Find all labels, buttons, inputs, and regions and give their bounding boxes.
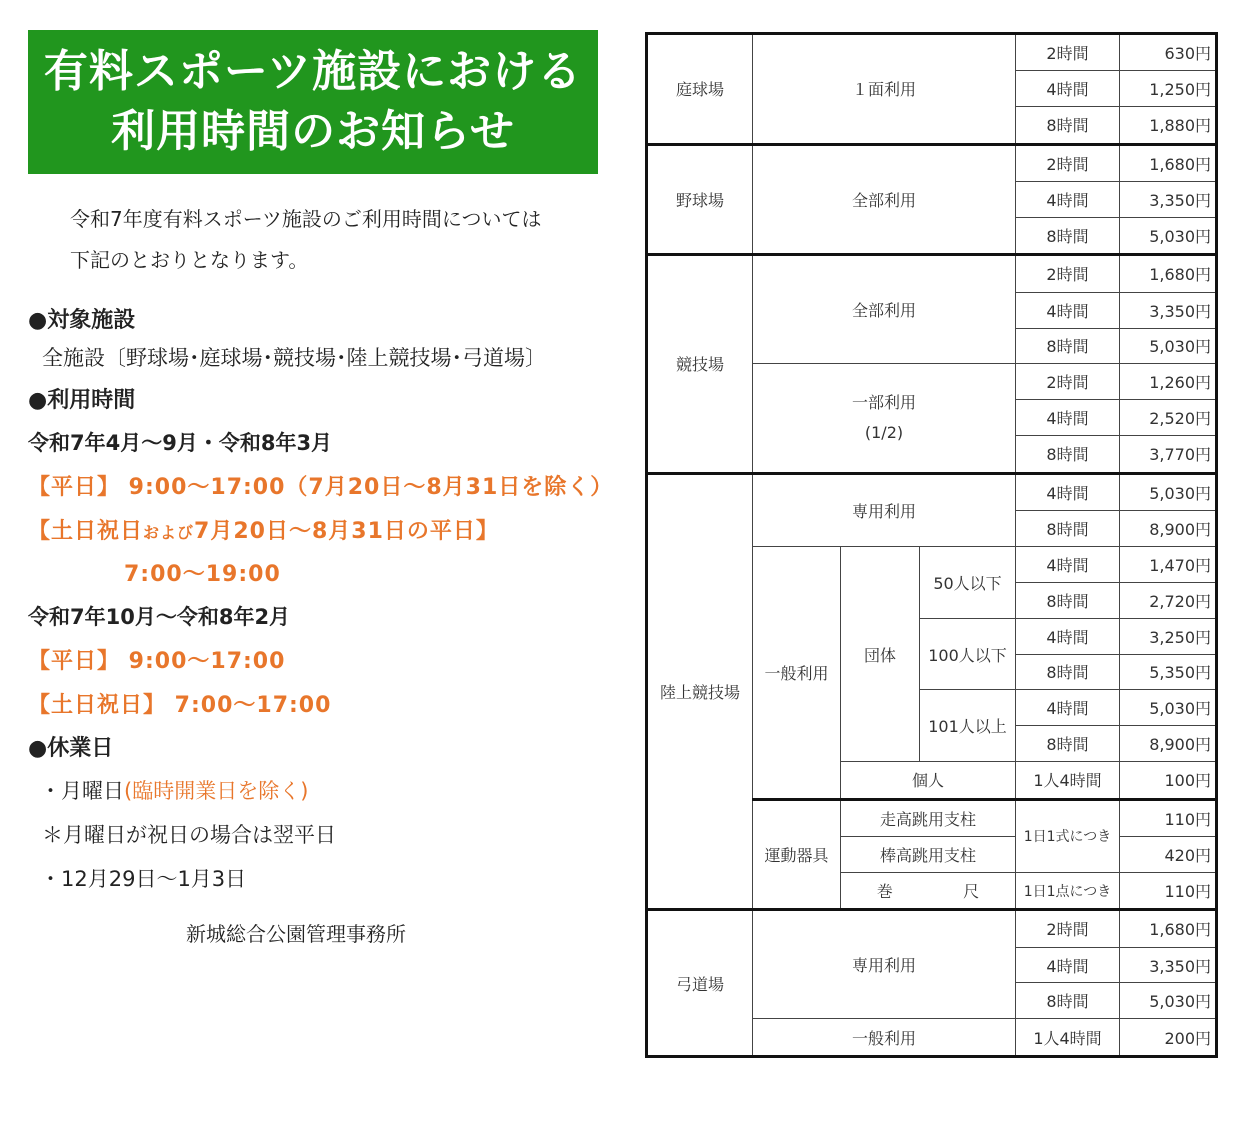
table-row [647, 255, 1217, 292]
price-cell: 5,030円 [1120, 983, 1217, 1019]
price-cell: 3,770円 [1120, 436, 1217, 473]
period-1-holiday-small: および [143, 523, 195, 542]
price-cell: 1,680円 [1120, 255, 1217, 292]
duration-cell: 2時間 [1016, 34, 1120, 71]
price-cell: 5,030円 [1120, 328, 1217, 364]
duration-cell: 8時間 [1016, 328, 1120, 364]
closed-holiday-note: ＊月曜日が祝日の場合は翌平日 [42, 823, 336, 847]
price-cell: 1,470円 [1120, 546, 1217, 582]
duration-cell: 4時間 [1016, 618, 1120, 654]
closed-monday [40, 775, 308, 805]
equipment-tape-a: 巻 [876, 882, 893, 902]
price-cell: 630円 [1120, 34, 1217, 71]
duration-cell: 2時間 [1016, 144, 1120, 181]
price-cell: 110円 [1120, 799, 1217, 836]
duration-cell: 4時間 [1016, 400, 1120, 436]
duration-cell: 4時間 [1016, 690, 1120, 726]
duration-cell: 2時間 [1016, 255, 1120, 292]
price-cell: 8,900円 [1120, 726, 1217, 762]
closed-heading: ●休業日 [28, 736, 114, 761]
price-cell: 3,350円 [1120, 947, 1217, 983]
duration-cell: 1人4時間 [1016, 762, 1120, 799]
group-cell: 団体 [841, 546, 920, 761]
duration-cell: 8時間 [1016, 983, 1120, 1019]
price-cell: 1,880円 [1120, 107, 1217, 144]
period-2-weekday: 【平日】 9:00～17:00 [28, 649, 286, 674]
period-2: 令和7年10月～令和8年2月 [28, 605, 291, 629]
price-cell: 5,030円 [1120, 690, 1217, 726]
period-1-holiday [28, 514, 499, 545]
price-cell: 110円 [1120, 872, 1217, 909]
fee-table [645, 32, 1218, 1058]
facilities-heading: ●対象施設 [28, 308, 136, 333]
title-line-2: 利用時間のお知らせ [111, 106, 515, 157]
facility-tennis: 庭球場 [647, 34, 753, 145]
facility-stadium: 競技場 [647, 255, 753, 473]
table-row [647, 144, 1217, 181]
duration-cell: 2時間 [1016, 910, 1120, 947]
price-cell: 200円 [1120, 1019, 1217, 1057]
table-row [647, 473, 1217, 510]
duration-cell: 8時間 [1016, 726, 1120, 762]
duration-cell: 8時間 [1016, 107, 1120, 144]
usage-cell: 専用利用 [753, 473, 1016, 546]
usage-partial-line-1: 一部利用 [851, 393, 916, 413]
duration-cell: 8時間 [1016, 510, 1120, 546]
duration-cell: 4時間 [1016, 947, 1120, 983]
table-row [647, 910, 1217, 947]
facilities-list: 全施設〔野球場･庭球場･競技場･陸上競技場･弓道場〕 [42, 346, 546, 370]
equipment-per-set: 1日1式につき [1016, 799, 1120, 872]
group-50: 50人以下 [920, 546, 1016, 618]
individual-cell: 個人 [841, 762, 1016, 799]
title-line-1: 有料スポーツ施設における [43, 46, 583, 97]
usage-partial-line-2: (1/2) [864, 423, 904, 443]
duration-cell: 4時間 [1016, 473, 1120, 510]
price-cell: 5,350円 [1120, 654, 1217, 690]
group-100: 100人以下 [920, 618, 1016, 690]
usage-general: 一般利用 [753, 546, 841, 799]
equipment-cell: 運動器具 [753, 799, 841, 910]
price-cell: 1,250円 [1120, 71, 1217, 107]
duration-cell: 8時間 [1016, 436, 1120, 473]
period-1-holiday-time: 7:00～19:00 [124, 562, 281, 587]
price-cell: 3,350円 [1120, 292, 1217, 328]
price-cell: 5,030円 [1120, 473, 1217, 510]
price-cell: 1,680円 [1120, 910, 1217, 947]
price-cell: 1,260円 [1120, 364, 1217, 400]
equipment-tape [841, 872, 1016, 909]
duration-cell: 8時間 [1016, 582, 1120, 618]
period-2-holiday: 【土日祝日】 7:00～17:00 [28, 693, 332, 718]
equipment-tape-b: 尺 [963, 882, 980, 902]
closed-monday-note: (臨時開業日を除く) [124, 779, 309, 803]
period-1-holiday-b: 7月20日～8月31日の平日】 [194, 519, 499, 544]
duration-cell: 4時間 [1016, 546, 1120, 582]
intro-line-2: 下記のとおりとなります。 [70, 248, 309, 272]
usage-cell: 全部利用 [753, 255, 1016, 364]
price-cell: 1,680円 [1120, 144, 1217, 181]
title-banner [28, 30, 598, 174]
duration-cell: 1人4時間 [1016, 1019, 1120, 1057]
duration-cell: 4時間 [1016, 292, 1120, 328]
price-cell: 8,900円 [1120, 510, 1217, 546]
office-name: 新城総合公園管理事務所 [186, 922, 406, 946]
price-cell: 2,520円 [1120, 400, 1217, 436]
facility-track: 陸上競技場 [647, 473, 753, 910]
usage-cell: 一般利用 [753, 1019, 1016, 1057]
price-cell: 100円 [1120, 762, 1217, 799]
hours-heading: ●利用時間 [28, 388, 136, 413]
facility-archery: 弓道場 [647, 910, 753, 1057]
closed-monday-label: ・月曜日 [40, 779, 124, 803]
duration-cell: 8時間 [1016, 654, 1120, 690]
closed-new-year: ・12月29日～1月3日 [40, 867, 247, 891]
usage-cell: 全部利用 [753, 144, 1016, 255]
price-cell: 3,350円 [1120, 182, 1217, 218]
usage-cell: １面利用 [753, 34, 1016, 145]
price-cell: 5,030円 [1120, 217, 1217, 254]
group-101: 101人以上 [920, 690, 1016, 762]
equipment-pole-vault: 棒高跳用支柱 [841, 836, 1016, 872]
period-1-weekday: 【平日】 9:00～17:00（7月20日～8月31日を除く） [28, 475, 614, 500]
table-row [647, 34, 1217, 71]
facility-baseball: 野球場 [647, 144, 753, 255]
price-cell: 420円 [1120, 836, 1217, 872]
intro-line-1: 令和7年度有料スポーツ施設のご利用時間については [70, 207, 542, 231]
duration-cell: 4時間 [1016, 71, 1120, 107]
duration-cell: 8時間 [1016, 217, 1120, 254]
period-1: 令和7年4月～9月・令和8年3月 [28, 431, 333, 455]
price-cell: 2,720円 [1120, 582, 1217, 618]
equipment-high-jump: 走高跳用支柱 [841, 799, 1016, 836]
duration-cell: 4時間 [1016, 182, 1120, 218]
equipment-per-item: 1日1点につき [1016, 872, 1120, 909]
price-cell: 3,250円 [1120, 618, 1217, 654]
usage-cell-partial [753, 364, 1016, 473]
usage-cell: 専用利用 [753, 910, 1016, 1019]
period-1-holiday-a: 【土日祝日 [28, 519, 144, 544]
duration-cell: 2時間 [1016, 364, 1120, 400]
